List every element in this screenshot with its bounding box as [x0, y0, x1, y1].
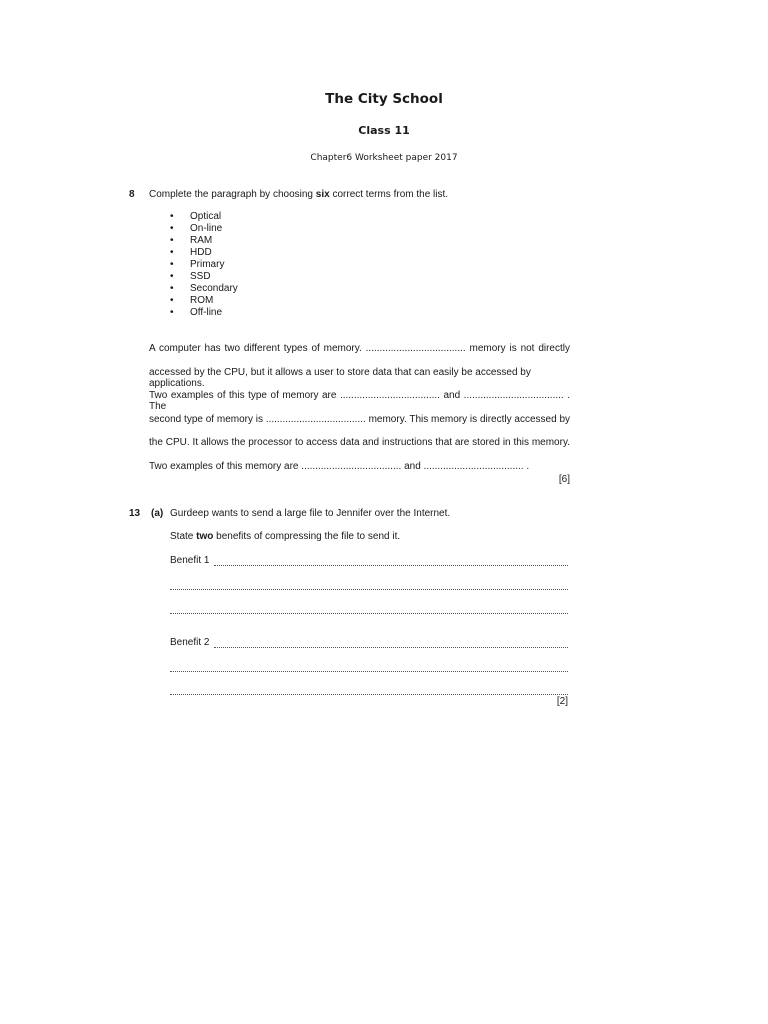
- question-13-number: 13: [129, 508, 141, 519]
- term-item: • Off-line: [170, 307, 238, 319]
- instruction-text: benefits of compressing the file to send it.: [213, 531, 401, 542]
- benefit-1-label: Benefit 1: [170, 555, 210, 566]
- question-13-part: (a): [151, 508, 164, 519]
- prompt-emphasis: six: [315, 189, 330, 200]
- question-8-prompt: [149, 189, 448, 200]
- question-8-number: 8: [129, 189, 135, 200]
- question-13-marks: [2]: [556, 696, 568, 707]
- answer-line[interactable]: [170, 694, 568, 695]
- instruction-emphasis: two: [196, 531, 214, 542]
- answer-line[interactable]: [170, 671, 568, 672]
- term-item: • SSD: [170, 271, 238, 283]
- paragraph-line: A computer has two different types of memory. .................................... memory is not directly: [149, 343, 570, 354]
- instruction-text: State: [170, 531, 197, 542]
- school-name: The City School: [325, 91, 443, 107]
- answer-line[interactable]: [214, 647, 568, 648]
- answer-line[interactable]: [170, 613, 568, 614]
- class-label: Class 11: [358, 124, 410, 137]
- term-item: • On-line: [170, 223, 238, 235]
- paragraph-line: accessed by the CPU, but it allows a user to store data that can easily be accessed by applications.: [149, 367, 531, 389]
- term-item: • ROM: [170, 295, 238, 307]
- paragraph-line: the CPU. It allows the processor to access data and instructions that are stored in this memory.: [149, 437, 570, 448]
- term-item: • HDD: [170, 247, 238, 259]
- paragraph-line: Two examples of this memory are .................................... and .................................... .: [149, 461, 530, 472]
- answer-line[interactable]: [214, 565, 568, 566]
- term-list: [170, 211, 238, 319]
- prompt-text: Complete the paragraph by choosing: [149, 189, 316, 200]
- benefit-2-label: Benefit 2: [170, 637, 210, 648]
- question-8-marks: [6]: [558, 474, 570, 485]
- term-item: • RAM: [170, 235, 238, 247]
- worksheet-subtitle: Chapter6 Worksheet paper 2017: [310, 153, 458, 163]
- question-13-text: Gurdeep wants to send a large file to Jennifer over the Internet.: [170, 508, 451, 519]
- term-item: • Secondary: [170, 283, 238, 295]
- paragraph-line: second type of memory is .................................... memory. This memory is directly accessed by: [149, 414, 570, 425]
- term-item: • Optical: [170, 211, 238, 223]
- answer-line[interactable]: [170, 589, 568, 590]
- term-item: • Primary: [170, 259, 238, 271]
- prompt-text: correct terms from the list.: [329, 189, 449, 200]
- question-13-instruction: [170, 531, 400, 542]
- paragraph-line: Two examples of this type of memory are .................................... and .................................... . The: [149, 390, 570, 412]
